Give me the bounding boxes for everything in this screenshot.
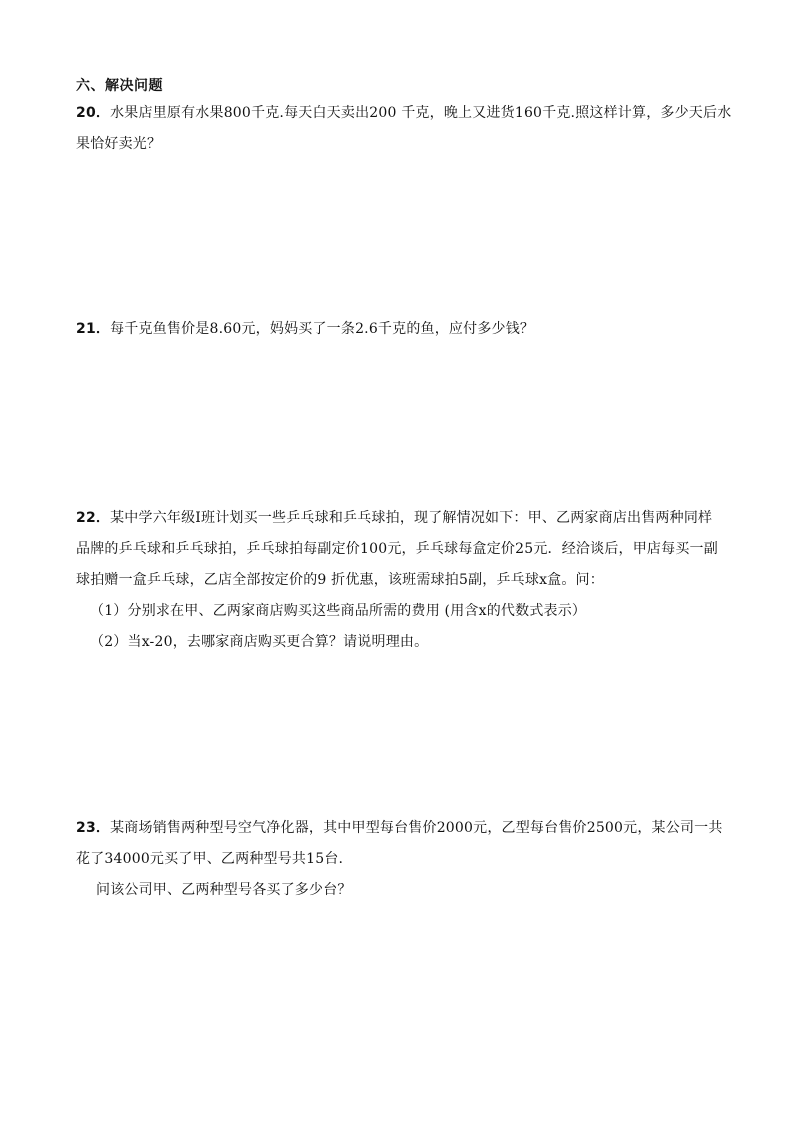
question-23-line-2: 花了34000元买了甲、乙两种型号共15台. bbox=[76, 851, 344, 867]
question-22-line-2: 品牌的乒乓球和乒乓球拍，乒乓球拍每副定价100元，乒乓球每盒定价25元．经洽谈后，甲店每买一副 bbox=[76, 541, 718, 557]
question-number: 23． bbox=[76, 820, 111, 836]
question-number: 20． bbox=[76, 105, 111, 121]
question-number: 22． bbox=[76, 510, 111, 526]
sub-question-1: （1）分别求在甲、乙两家商店购买这些商品所需的费用 (用含x的代数式表示） bbox=[90, 603, 587, 619]
question-22 bbox=[76, 503, 740, 658]
question-21 bbox=[76, 314, 740, 345]
question-text: 每千克鱼售价是8.60元，妈妈买了一条2.6千克的鱼，应付多少钱？ bbox=[110, 321, 535, 337]
question-text: 水果店里原有水果800千克.每天白天卖出200 千克，晚上又进货160千克.照这样计算，多少天后水 bbox=[110, 105, 732, 121]
question-21-line-1 bbox=[76, 314, 740, 345]
question-number: 21． bbox=[76, 321, 111, 337]
question-23-line-1 bbox=[76, 813, 740, 844]
question-20-line-2: 果恰好卖光？ bbox=[76, 136, 162, 152]
question-22-line-3: 球拍赠一盒乒乓球，乙店全部按定价的9 折优惠，该班需球拍5副，乒乓球x盒。问： bbox=[76, 572, 604, 588]
question-23-line-3: 问该公司甲、乙两种型号各买了多少台？ bbox=[96, 882, 352, 898]
question-22-line-1 bbox=[76, 503, 740, 534]
question-23 bbox=[76, 813, 740, 906]
question-20-line-1 bbox=[76, 98, 740, 129]
sub-question-2: （2）当x-20，去哪家商店购买更合算？请说明理由。 bbox=[90, 634, 429, 650]
question-text: 某商场销售两种型号空气净化器，其中甲型每台售价2000元，乙型每台售价2500元，某公司一共 bbox=[110, 820, 723, 836]
question-20 bbox=[76, 98, 740, 160]
section-title: 六、解决问题 bbox=[76, 78, 163, 94]
question-text: 某中学六年级Ⅰ班计划买一些乒乓球和乒乓球拍，现了解情况如下：甲、乙两家商店出售两种同样 bbox=[110, 510, 713, 526]
